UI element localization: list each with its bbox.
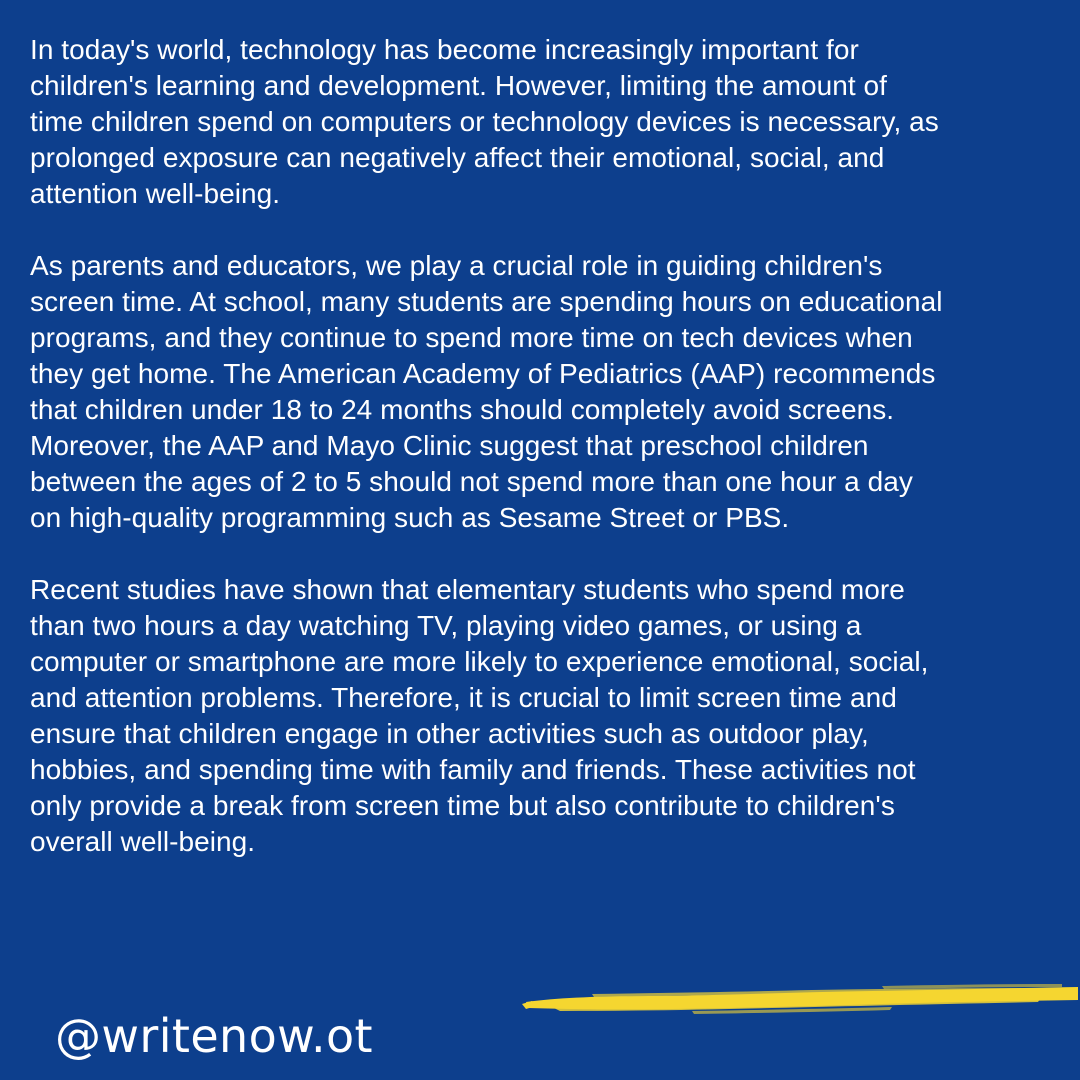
paragraph-intro: In today's world, technology has become increasingly important for children's learning and development. However, limiting the amount of time children spend on computers or technology devices is necessary, as prolonged exposure can negatively affect their emotional, social, and attention well-being. bbox=[30, 34, 939, 209]
brush-stroke-icon bbox=[522, 978, 1080, 1020]
paragraph-guidance: As parents and educators, we play a crucial role in guiding children's screen time. At school, many students are spending hours on educational programs, and they continue to spend more time on tech devices when they get home. The American Academy of Pediatrics (AAP) recommends that children under 18 to 24 months should completely avoid screens. Moreover, the AAP and Mayo Clinic suggest that preschool children between the ages of 2 to 5 should not spend more than one hour a day on high-quality programming such as Sesame Street or PBS. bbox=[30, 250, 943, 533]
account-handle: @writenow.ot bbox=[55, 1009, 373, 1063]
article-body bbox=[30, 32, 1060, 860]
paragraph-studies: Recent studies have shown that elementary students who spend more than two hours a day watching TV, playing video games, or using a computer or smartphone are more likely to experience emotional, social, and attention problems. Therefore, it is crucial to limit screen time and ensure that children engage in other activities such as outdoor play, hobbies, and spending time with family and friends. These activities not only provide a break from screen time but also contribute to children's overall well-being. bbox=[30, 574, 929, 857]
